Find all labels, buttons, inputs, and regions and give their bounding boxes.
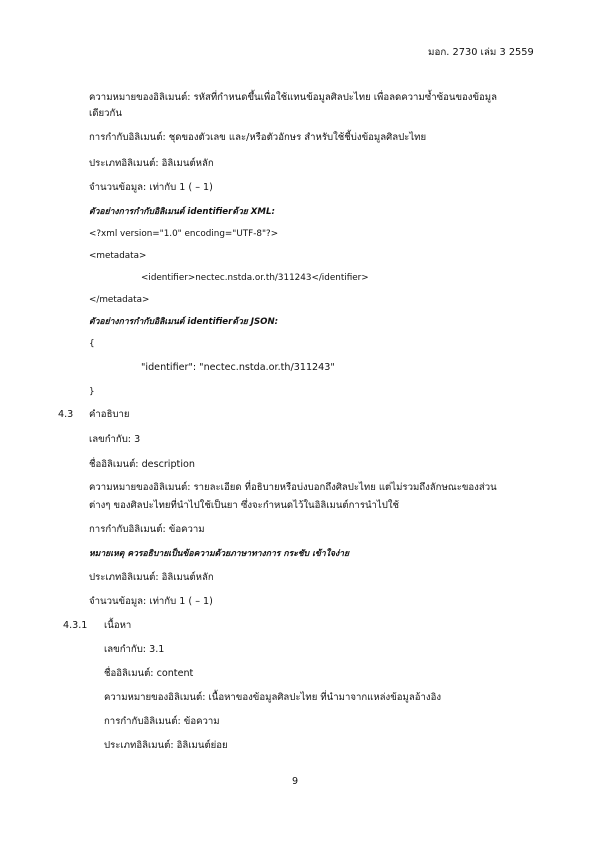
assignment-text: การกำกับอิลิเมนต์: ข้อความ	[104, 716, 220, 727]
standard-reference: มอก. 2730 เล่ม 3 2559	[428, 47, 534, 58]
assignment-text: การกำกับอิลิเมนต์: ชุดของตัวเลข และ/หรือตัวอักษร สำหรับใช้ชี้บ่งข้อมูลศิลปะไทย	[89, 132, 427, 143]
xml-identifier-line: <identifier>nectec.nstda.or.th/311243</identifier>	[141, 273, 369, 283]
json-example-caption: ตัวอย่างการกำกับอิลิเมนต์ identifierด้วย JSON:	[89, 317, 279, 327]
json-open-brace: {	[89, 339, 95, 349]
occurrence-count: จำนวนข้อมูล: เท่ากับ 1 ( – 1)	[89, 596, 213, 607]
element-name: ชื่ออิลิเมนต์: content	[104, 668, 194, 679]
xml-declaration-line: <?xml version="1.0" encoding="UTF-8"?>	[89, 229, 279, 239]
page-number: 9	[292, 776, 299, 787]
element-type: ประเภทอิลิเมนต์: อิลิเมนต์หลัก	[89, 572, 214, 583]
json-close-brace: }	[89, 387, 95, 397]
assignment-text: การกำกับอิลิเมนต์: ข้อความ	[89, 524, 205, 535]
subsection-number: 4.3.1	[63, 620, 88, 631]
xml-metadata-open: <metadata>	[89, 251, 147, 261]
section-title: คำอธิบาย	[89, 409, 130, 420]
reference-number: เลขกำกับ: 3.1	[104, 644, 165, 655]
note-text: หมายเหตุ ควรอธิบายเป็นข้อความด้วยภาษาทางการ กระชับ เข้าใจง่าย	[89, 549, 350, 559]
meaning-text: ความหมายของอิลิเมนต์: เนื้อหาของข้อมูลศิลปะไทย ที่นำมาจากแหล่งข้อมูลอ้างอิง	[104, 692, 442, 703]
reference-number: เลขกำกับ: 3	[89, 434, 141, 445]
meaning-line-1: ความหมายของอิลิเมนต์: รหัสที่กำหนดขึ้นเพื่อใช้แทนข้อมูลศิลปะไทย เพื่อลดความซ้ำซ้อนของข้อมูล	[89, 92, 498, 103]
element-name: ชื่ออิลิเมนต์: description	[89, 459, 195, 470]
meaning-line-1: ความหมายของอิลิเมนต์: รายละเอียด ที่อธิบายหรือบ่งบอกถึงศิลปะไทย แต่ไม่รวมถึงลักษณะของส่วน	[89, 482, 497, 493]
occurrence-count: จำนวนข้อมูล: เท่ากับ 1 ( – 1)	[89, 182, 213, 193]
xml-metadata-close: </metadata>	[89, 295, 150, 305]
element-type: ประเภทอิลิเมนต์: อิลิเมนต์ย่อย	[104, 740, 228, 751]
section-number: 4.3	[58, 409, 74, 420]
meaning-line-2: ต่างๆ ของศิลปะไทยที่นำไปใช้เป็นยา ซึ่งจะกำหนดไว้ในอิลิเมนต์การนำไปใช้	[89, 500, 400, 511]
meaning-line-2: เดียวกัน	[89, 108, 122, 119]
json-identifier-line: "identifier": "nectec.nstda.or.th/311243"	[141, 362, 335, 373]
subsection-title: เนื้อหา	[104, 620, 132, 631]
element-type: ประเภทอิลิเมนต์: อิลิเมนต์หลัก	[89, 158, 214, 169]
xml-example-caption: ตัวอย่างการกำกับอิลิเมนต์ identifierด้วย XML:	[89, 207, 275, 217]
